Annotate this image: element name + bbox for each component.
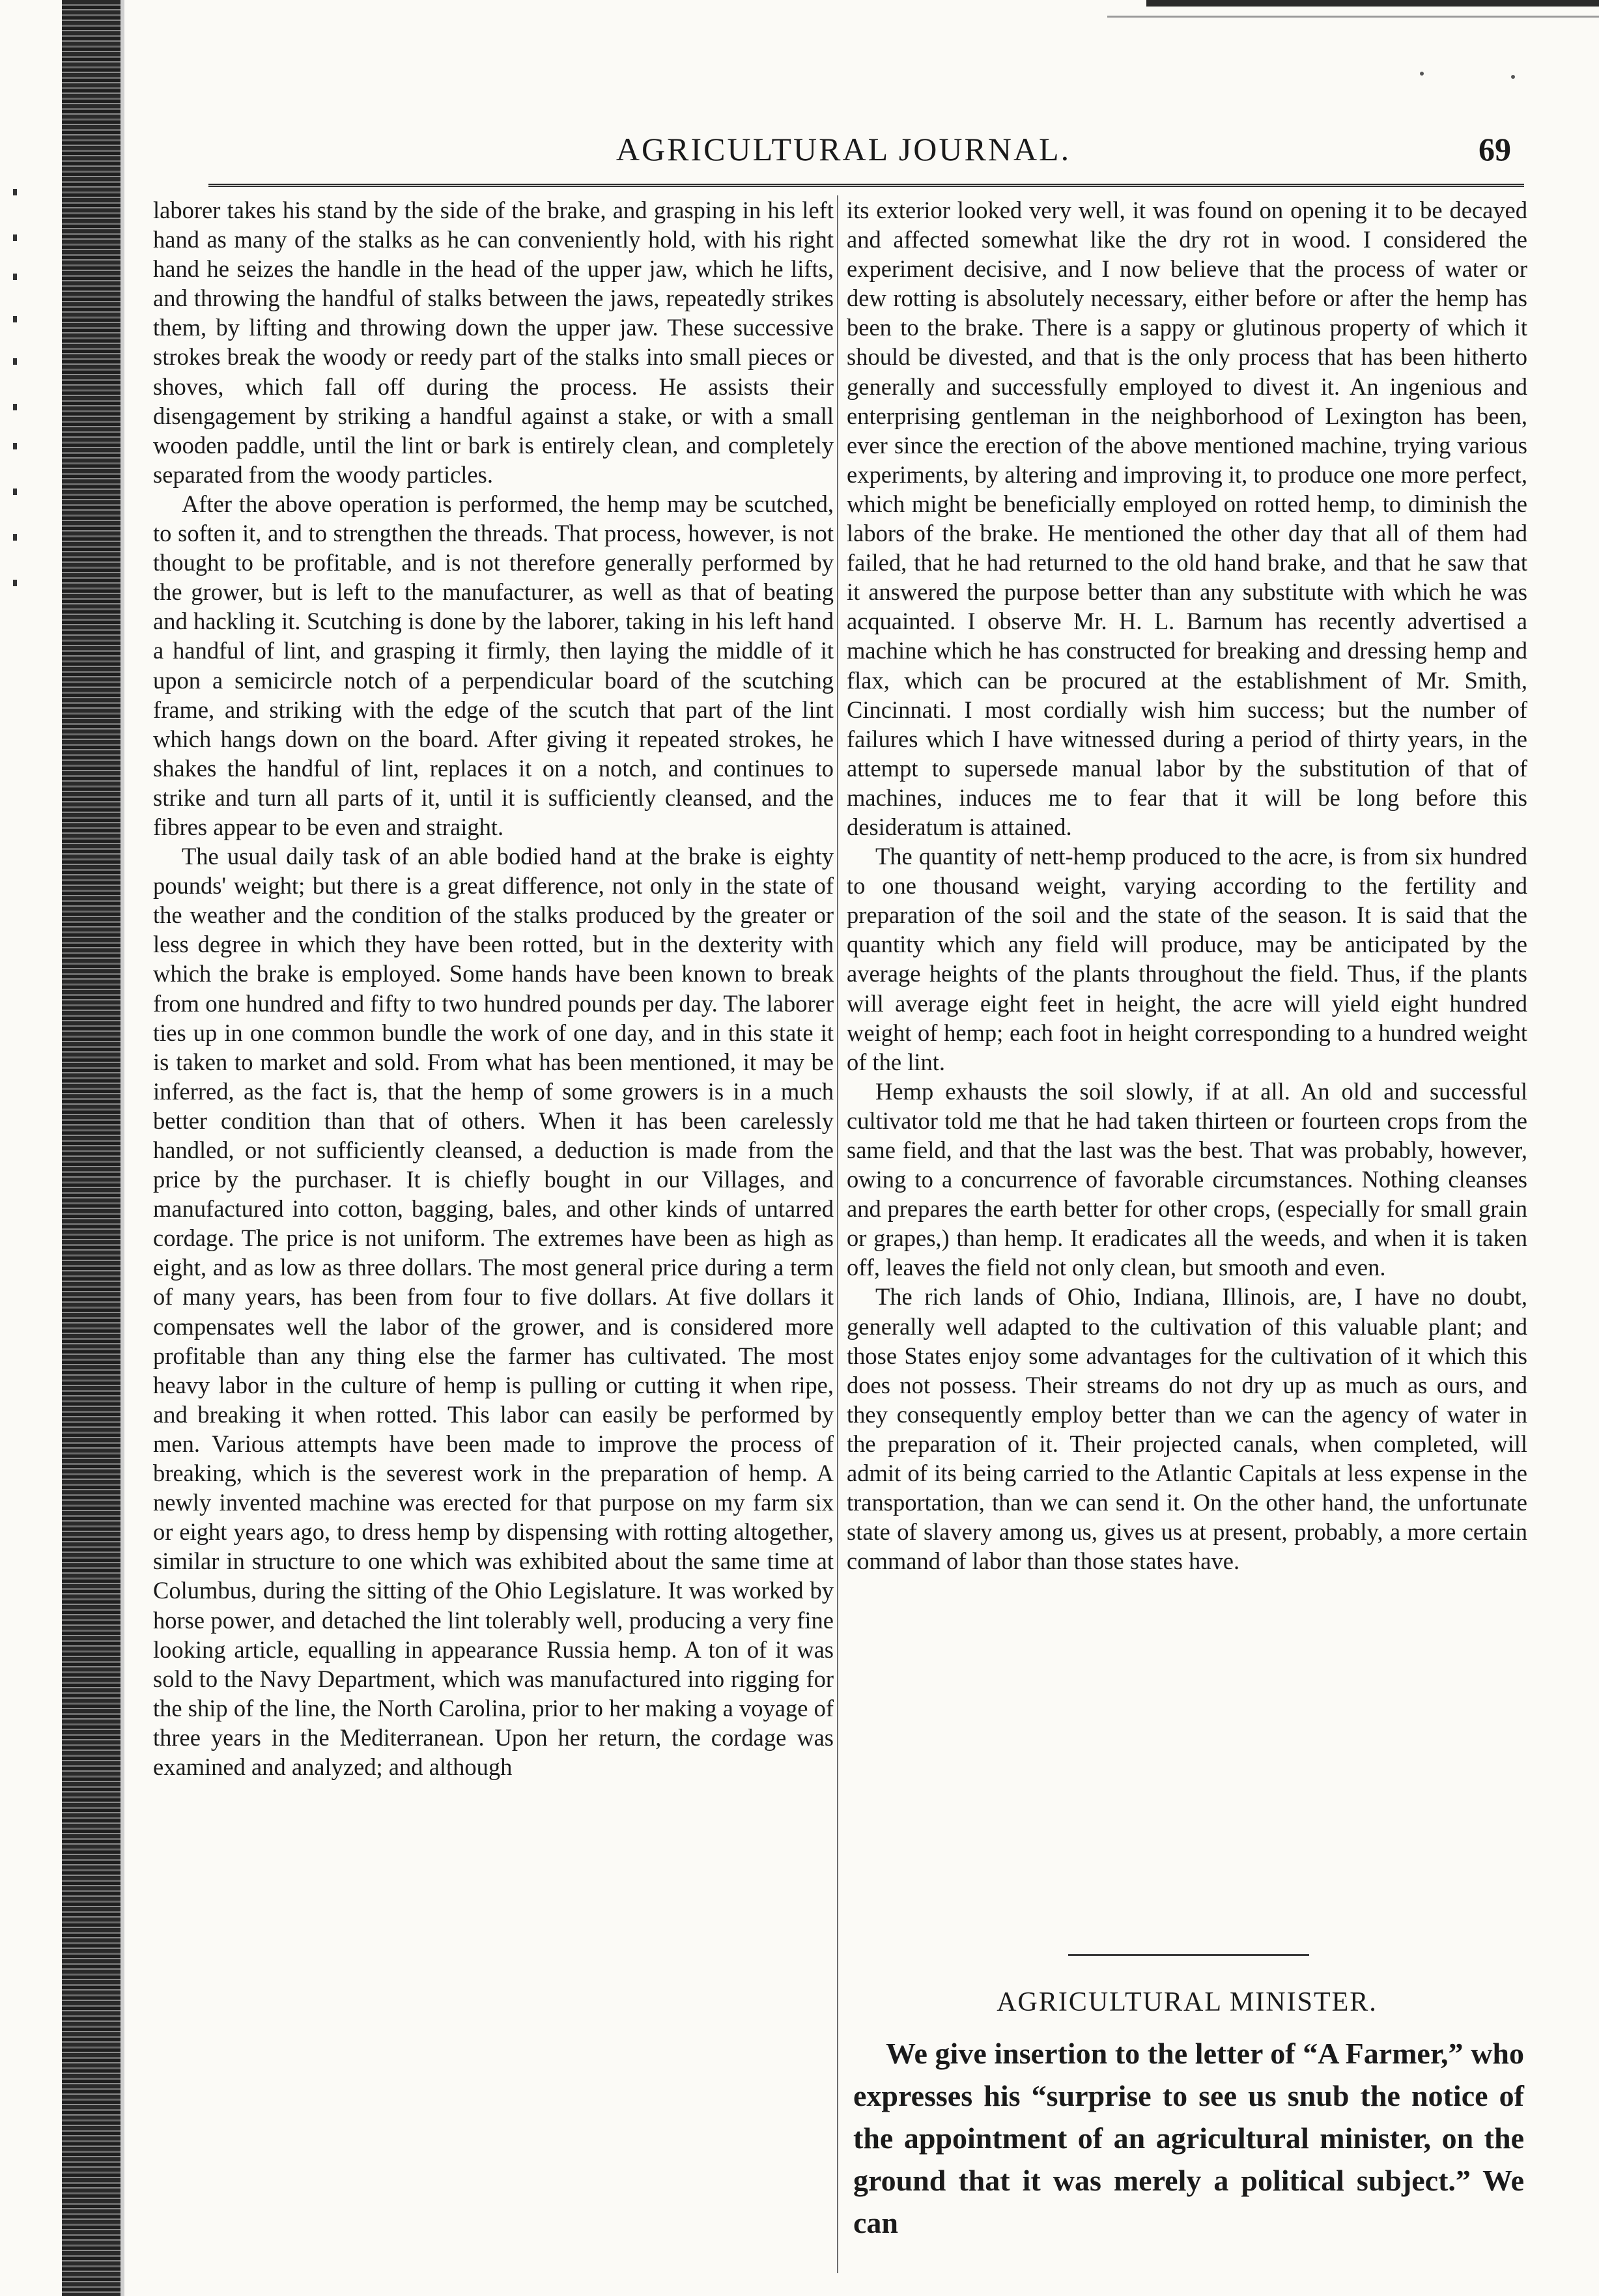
margin-dot — [1511, 75, 1515, 79]
right-column — [847, 195, 1527, 1576]
page-number: 69 — [1479, 131, 1511, 167]
paragraph: We give insertion to the letter of “A Farmer,” who expresses his “surprise to see us snub the notice of the appointment of an agricultural minister, on the ground that it was merely a political subject.” We can — [853, 2037, 1524, 2239]
paragraph: its exterior looked very well, it was found on opening it to be decayed and affected somewhat like the dry rot in wood. I considered the experiment decisive, and I now believe that the process of water or dew rotting is absolutely necessary, either before or after the hemp has been to the brake. There is a sappy or glutinous property of which it should be divested, and that is the only process that has been hitherto generally and successfully employed to divest it. An ingenious and enterprising gentleman in the neighborhood of Lexington has been, ever since the erection of the above mentioned machine, trying various experiments, by altering and improving it, to produce one more perfect, which might be beneficially employed on rotted hemp, to diminish the labors of the brake. He mentioned the other day that all of them had failed, that he had returned to the old hand brake, and that he saw that it answered the purpose better than any substitute with which he was acquainted. I observe Mr. H. L. Barnum has recently advertised a machine which he has constructed for breaking and dressing hemp and flax, which can be procured at the establishment of Mr. Smith, Cincinnati. I most cordially wish him success; but the number of failures which I have witnessed during a period of thirty years, in the attempt to supersede manual labor by the substitution of that of machines, induces me to fear that it will be long before this desideratum is attained. — [847, 197, 1527, 840]
section-rule — [1068, 1954, 1309, 1956]
editorial-text — [853, 2032, 1524, 2244]
paragraph: laborer takes his stand by the side of the brake, and grasping in his left hand as many of the stalks as he can conveniently hold, with his right hand he seizes the handle in the head of the upper jaw, which he lifts, and throwing the handful of stalks between the jaws, repeatedly strikes them, by lifting and throwing down the upper jaw. These successive strokes break the woody or reedy part of the stalks into small pieces or shoves, which fall off during the process. He assists their disengagement by striking a handful against a stake, or with a small wooden paddle, until the lint or bark is entirely clean, and completely separated from the woody particles. — [153, 197, 834, 488]
paragraph: The quantity of nett-hemp produced to the acre, is from six hundred to one thousand weight, varying according to the fertility and preparation of the soil and the state of the season. It is said that the quantity which any field will produce, may be anticipated by the average heights of the plants throughout the field. Thus, if the plants will average eight feet in height, the acre will yield eight hundred weight of hemp; each foot in height corresponding to a hundred weight of the lint. — [847, 843, 1527, 1075]
paragraph: The rich lands of Ohio, Indiana, Illinois, are, I have no doubt, generally well adapted to the cultivation of this valuable plant; and those States enjoy some advantages for the cultivation of it which this does not possess. Their streams do not dry up as much as ours, and they consequently employ better than we can the agency of water in the preparation of it. Their projected canals, when completed, will admit of its being carried to the Atlantic Capitals at less expense in the transportation, than we can send it. On the other hand, the unfortunate state of slavery among us, gives us at present, probably, a more certain command of labor than those states have. — [847, 1283, 1527, 1575]
header-rule — [208, 184, 1524, 187]
page-header — [163, 130, 1524, 176]
binding-shadow — [120, 0, 124, 2296]
paragraph: After the above operation is performed, the hemp may be scutched, to soften it, and to strengthen the threads. That process, however, is not thought to be profitable, and is not therefore generally performed by the grower, but is left to the manufacturer, as well as that of beating and hackling it. Scutching is done by the laborer, taking in his left hand a handful of lint, and grasping it firmly, then laying the middle of it upon a semicircle notch of a perpendicular board of the scutching frame, and striking with the edge of the scutch that part of the lint which hangs down on the board. After giving it repeated strokes, he shakes the handful of lint, replaces it on a notch, and continues to strike and turn all parts of it, until it is sufficiently cleansed, and the fibres appear to be even and straight. — [153, 490, 834, 840]
margin-specks — [13, 163, 46, 684]
top-edge-rule — [1146, 0, 1599, 7]
section-title: AGRICULTURAL MINISTER. — [997, 1987, 1378, 2017]
paragraph: Hemp exhausts the soil slowly, if at all. An old and successful cultivator told me that he had taken thirteen or fourteen crops from the same field, and that the last was the best. That was probably, however, owing to a concurrence of favorable circumstances. Nothing cleanses and prepares the earth better for other crops, (especially for small grain or grapes,) than hemp. It eradicates all the weeds, and when it is taken off, leaves the field not only clean, but smooth and even. — [847, 1077, 1527, 1281]
left-column — [153, 195, 834, 1781]
column-divider — [837, 195, 838, 2273]
running-title: AGRICULTURAL JOURNAL. — [616, 131, 1071, 167]
margin-dot — [1420, 72, 1424, 76]
paragraph: The usual daily task of an able bodied hand at the brake is eighty pounds' weight; but there is a great difference, not only in the state of the weather and the condition of the stalks produced by the greater or less degree in which they have been rotted, but in the dexterity with which the brake is employed. Some hands have been known to break from one hundred and fifty to two hundred pounds per day. The laborer ties up in one common bundle the work of one day, and in this state it is taken to market and sold. From what has been mentioned, it may be inferred, as the fact is, that the hemp of some growers is in a much better condition than that of others. When it has been carelessly handled, or not sufficiently cleansed, a deduction is made from the price by the purchaser. It is chiefly bought in our Villages, and manufactured into cotton, bagging, bales, and other kinds of untarred cordage. The price is not uniform. The extremes have been as high as eight, and as low as three dollars. The most general price during a term of many years, has been from four to five dollars. At five dollars it compensates well the labor of the grower, and is considered more profitable than any thing else the farmer has cultivated. The most heavy labor in the culture of hemp is pulling or cutting it when ripe, and breaking it when rotted. This labor can easily be performed by men. Various attempts have been made to improve the process of breaking, which is the severest work in the preparation of hemp. A newly invented machine was erected for that purpose on my farm six or eight years ago, to dress hemp by dispensing with rotting altogether, similar in structure to one which was exhibited about the same time at Columbus, during the sitting of the Ohio Legislature. It was worked by horse power, and detached the lint tolerably well, producing a very fine looking article, equalling in appearance Russia hemp. A ton of it was sold to the Navy Department, which was manufactured into rigging for the ship of the line, the North Carolina, prior to her making a voyage of three years in the Mediterranean. Upon her return, the cordage was examined and analyzed; and although — [153, 843, 834, 1780]
top-edge-thin-rule — [1107, 16, 1599, 18]
page-binding-edge — [62, 0, 120, 2296]
